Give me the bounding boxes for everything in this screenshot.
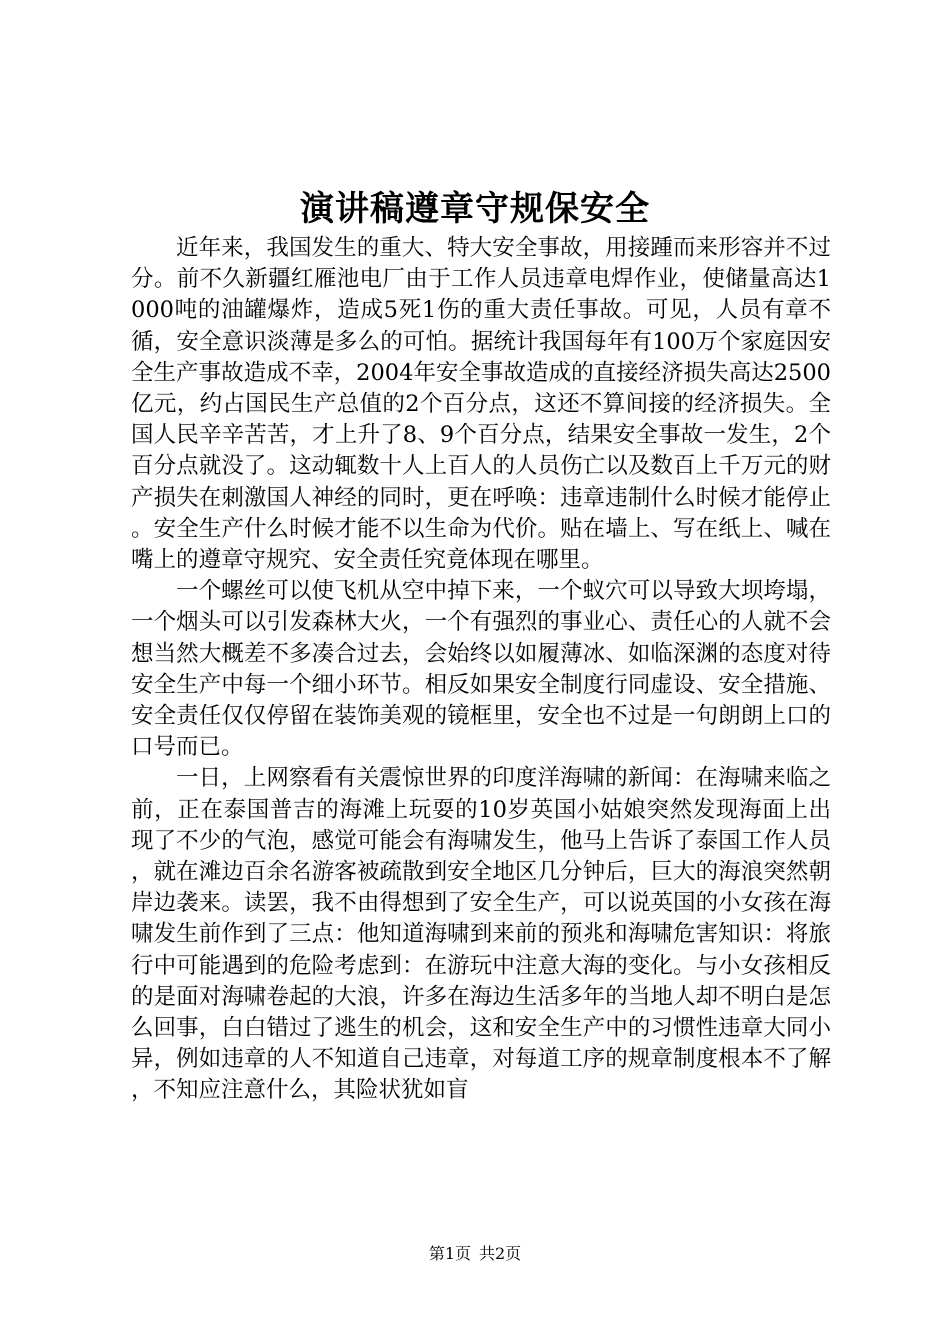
document-body [131,233,831,1107]
paragraph-3: 一日，上网察看有关震惊世界的印度洋海啸的新闻：在海啸来临之前，正在泰国普吉的海滩上玩耍的10岁英国小姑娘突然发现海面上出现了不少的气泡，感觉可能会有海啸发生，他马上告诉了泰国工作人员，就在滩边百余名游客被疏散到安全地区几分钟后，巨大的海浪突然朝岸边袭来。读罢，我不由得想到了安全生产，可以说英国的小女孩在海啸发生前作到了三点：他知道海啸到来前的预兆和海啸危害知识：将旅行中可能遇到的危险考虑到：在游玩中注意大海的变化。与小女孩相反的是面对海啸卷起的大浪，许多在海边生活多年的当地人却不明白是怎么回事，白白错过了逃生的机会，这和安全生产中的习惯性违章大同小异，例如违章的人不知道自己违章，对每道工序的规章制度根本不了解，不知应注意什么，其险状犹如盲 [131,765,831,1104]
page-footer [0,1242,950,1266]
paragraph-2: 一个螺丝可以使飞机从空中掉下来，一个蚁穴可以导致大坝垮塌，一个烟头可以引发森林大火，一个有强烈的事业心、责任心的人就不会想当然大概差不多凑合过去，会始终以如履薄冰、如临深渊的态度对待安全生产中每一个细小环节。相反如果安全制度行同虚设、安全措施、安全责任仅仅停留在装饰美观的镜框里，安全也不过是一句朗朗上口的口号而已。 [131,578,831,761]
page-total: 共2页 [479,1244,522,1263]
page-number: 第1页 [428,1244,471,1263]
paragraph-1: 近年来，我国发生的重大、特大安全事故，用接踵而来形容并不过分。前不久新疆红雁池电厂由于工作人员违章电焊作业，使储量高达1000吨的油罐爆炸，造成5死1伤的重大责任事故。可见，人员有章不循，安全意识淡薄是多么的可怕。据统计我国每年有100万个家庭因安全生产事故造成不幸，2004年安全事故造成的直接经济损失高达2500亿元，约占国民生产总值的2个百分点，这还不算间接的经济损失。全国人民辛辛苦苦，才上升了8、9个百分点，结果安全事故一发生，2个百分点就没了。这动辄数十人上百人的人员伤亡以及数百上千万元的财产损失在刺激国人神经的同时，更在呼唤：违章违制什么时候才能停止。安全生产什么时候才能不以生命为代价。贴在墙上、写在纸上、喊在嘴上的遵章守规究、安全责任究竟体现在哪里。 [131,235,831,574]
document-title: 演讲稿遵章守规保安全 [300,189,650,229]
